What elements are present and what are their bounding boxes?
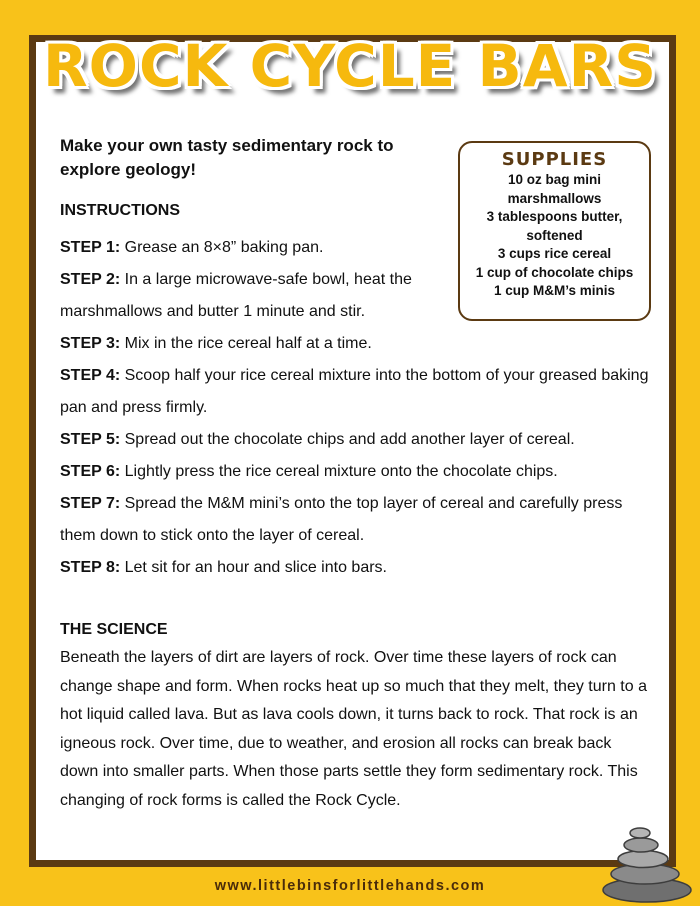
intro-text: Make your own tasty sedimentary rock to explore geology! [60, 136, 394, 179]
supplies-title: SUPPLIES [501, 149, 608, 170]
step-label: STEP 4: [60, 367, 121, 384]
step-text: Scoop half your rice cereal mixture into the bottom of your greased baking pan and press firmly. [60, 367, 649, 416]
step-text: Mix in the rice cereal half at a time. [124, 335, 372, 352]
stacked-rocks-icon [595, 818, 695, 903]
step-label: STEP 6: [60, 463, 121, 480]
step-label: STEP 5: [60, 431, 121, 448]
step-label: STEP 1: [60, 239, 121, 256]
science-text: Beneath the layers of dirt are layers of rock. Over time these layers of rock can change shape and form. When rocks heat up so much that they melt, they turn to a hot liquid called lava. But as lava cools down, it turns back to rock. That rock is an igneous rock. Over time, due to weather, and erosion all rocks can break back down into smaller parts. When those parts settle they form sedimentary rock. This changing of rock forms is called the Rock Cycle. [60, 649, 647, 809]
footer-url: www.littlebinsforlittlehands.com [214, 878, 486, 894]
step-item [60, 488, 650, 552]
supplies-list [460, 171, 649, 301]
step-label: STEP 7: [60, 495, 121, 512]
step-text: In a large microwave-safe bowl, heat the marshmallows and butter 1 minute and stir. [60, 271, 412, 320]
supply-item: 1 cup of chocolate chips [475, 264, 634, 280]
step-text: Let sit for an hour and slice into bars. [124, 559, 387, 576]
step-text: Grease an 8×8” baking pan. [124, 239, 324, 256]
step-item [60, 456, 650, 488]
supply-item: 3 cups rice cereal [497, 246, 612, 261]
supply-item: 10 oz bag mini marshmallows [507, 172, 602, 206]
instructions-heading: INSTRUCTIONS [60, 202, 180, 219]
step-item [60, 424, 650, 456]
step-label: STEP 3: [60, 335, 121, 352]
step-text: Lightly press the rice cereal mixture onto the chocolate chips. [124, 463, 558, 480]
supply-item: 3 tablespoons butter, softened [486, 209, 623, 243]
step-text: Spread out the chocolate chips and add another layer of cereal. [124, 431, 575, 448]
supply-item: 1 cup M&M’s minis [493, 283, 616, 298]
step-item [60, 264, 455, 328]
step-item [60, 328, 650, 360]
science-heading: THE SCIENCE [60, 621, 168, 638]
page-title: ROCK CYCLE BARS [42, 32, 658, 100]
step-label: STEP 2: [60, 271, 121, 288]
step-item [60, 552, 650, 584]
step-item [60, 360, 650, 424]
step-label: STEP 8: [60, 559, 121, 576]
step-text: Spread the M&M mini’s onto the top layer of cereal and carefully press them down to stick onto the layer of cereal. [60, 495, 623, 544]
supplies-box [458, 141, 651, 321]
